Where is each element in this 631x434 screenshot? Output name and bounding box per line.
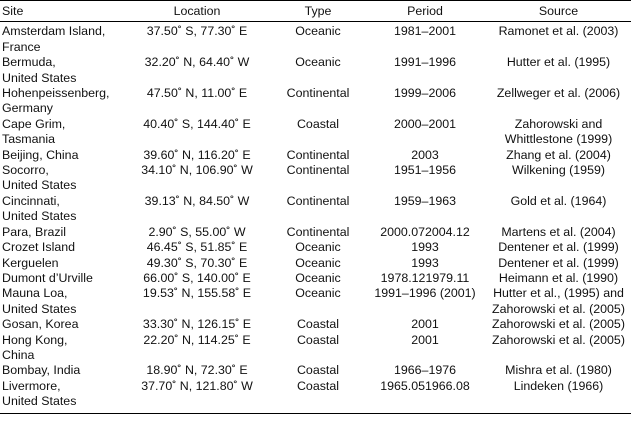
cell-type: Oceanic	[295, 255, 341, 270]
cell-site-line: Dumont d’Urville	[2, 270, 93, 285]
header-row	[0, 1, 631, 22]
table-header	[0, 1, 631, 22]
cell-site-line: Socorro,	[2, 163, 49, 178]
cell-location: 46.45˚ S, 51.85˚ E	[146, 240, 248, 255]
table-row	[0, 379, 631, 413]
cell-site-line: Cape Grim,	[2, 116, 66, 131]
cell-source	[486, 55, 631, 86]
cell-source-line: Lindeken (1966)	[513, 378, 604, 393]
cell-site	[0, 55, 122, 86]
cell-period: 2001	[411, 317, 439, 332]
cell-source-line: Zhang et al. (2004)	[506, 147, 611, 162]
cell-site-line: Bermuda,	[2, 55, 56, 70]
cell-source	[486, 86, 631, 117]
cell-site	[0, 86, 122, 117]
cell-source-line: Ramonet et al. (2003)	[498, 24, 619, 39]
cell-site	[0, 317, 122, 332]
cell-site-line: Hohenpeissenberg,	[2, 86, 110, 101]
cell-type: Oceanic	[295, 286, 341, 301]
cell-site-line: Para, Brazil	[2, 224, 67, 239]
cell-location: 34.10˚ N, 106.90˚ W	[141, 163, 253, 178]
cell-source	[486, 194, 631, 225]
cell-period: 1993	[411, 255, 439, 270]
cell-source-line: Hutter et al., (1995) and	[493, 286, 624, 301]
cell-source-line: Whittlestone (1999)	[504, 132, 613, 147]
cell-site-line: United States	[2, 301, 77, 316]
cell-site-line: Crozet Island	[2, 240, 76, 255]
cell-source	[486, 363, 631, 378]
cell-site	[0, 22, 122, 55]
cell-site-line: United States	[2, 209, 77, 224]
cell-site-line: Beijing, China	[2, 147, 79, 162]
cell-location: 39.13˚ N, 84.50˚ W	[144, 193, 250, 208]
cell-type: Oceanic	[295, 24, 341, 39]
cell-type: Coastal	[296, 116, 339, 131]
cell-location: 66.00˚ S, 140.00˚ E	[143, 270, 251, 285]
cell-source	[486, 240, 631, 255]
cell-source-line: Wilkening (1959)	[512, 163, 605, 178]
cell-source-line: Dentener et al. (1999)	[498, 240, 619, 255]
cell-source	[486, 256, 631, 271]
table-row	[0, 194, 631, 225]
table-row	[0, 256, 631, 271]
header-site: Site	[0, 1, 122, 22]
table-row	[0, 363, 631, 378]
cell-source-line: Mishra et al. (1980)	[505, 363, 612, 378]
cell-period: 1959–1963	[393, 193, 457, 208]
cell-source-line: Zellweger et al. (2006)	[496, 86, 621, 101]
table-row	[0, 163, 631, 194]
cell-location: 49.30˚ S, 70.30˚ E	[146, 255, 248, 270]
cell-site	[0, 286, 122, 317]
cell-source	[486, 286, 631, 317]
cell-period: 1965.051966.08	[364, 379, 486, 413]
table-row	[0, 317, 631, 332]
cell-site	[0, 363, 122, 378]
table-row	[0, 333, 631, 364]
cell-type: Continental	[286, 163, 350, 178]
cell-source-line: Heimann et al. (1990)	[498, 270, 619, 285]
cell-period: 2000.072004.12	[380, 224, 470, 239]
table-row	[0, 148, 631, 163]
cell-site-line: China	[2, 347, 35, 362]
header-location: Location	[122, 1, 272, 22]
cell-source-line: Zahorowski and	[514, 116, 603, 131]
cell-site-line: Hong Kong,	[2, 332, 68, 347]
cell-location: 32.20˚ N, 64.40˚ W	[144, 55, 250, 70]
cell-site-line: United States	[2, 70, 77, 85]
header-period: Period	[364, 1, 486, 22]
cell-type: Coastal	[296, 363, 339, 378]
cell-site-line: Germany	[2, 101, 53, 116]
cell-site-line: Kerguelen	[2, 255, 59, 270]
cell-source	[486, 271, 631, 286]
table-row	[0, 55, 631, 86]
cell-source	[486, 317, 631, 332]
cell-type: Coastal	[296, 332, 339, 347]
cell-source-line: Zahorowski et al. (2005)	[492, 332, 625, 347]
cell-source-line: Hutter et al. (1995)	[506, 55, 611, 70]
cell-site	[0, 225, 122, 240]
cell-source	[486, 163, 631, 194]
cell-site	[0, 163, 122, 194]
cell-type: Continental	[286, 224, 350, 239]
cell-site	[0, 194, 122, 225]
cell-location: 33.30˚ N, 126.15˚ E	[142, 317, 252, 332]
cell-period: 1999–2006	[393, 86, 457, 101]
cell-site-line: United States	[2, 394, 77, 409]
cell-source-line: Martens et al. (2004)	[501, 224, 616, 239]
cell-type: Continental	[286, 147, 350, 162]
header-type: Type	[272, 1, 364, 22]
cell-period: 1978.121979.11	[380, 270, 470, 285]
cell-period: 1991–1996 (2001)	[374, 286, 476, 301]
table-row	[0, 286, 631, 317]
table-row	[0, 117, 631, 148]
cell-source-line: Zahorowski et al. (2005)	[492, 317, 625, 332]
cell-location: 37.50˚ S, 77.30˚ E	[146, 24, 248, 39]
cell-site	[0, 271, 122, 286]
cell-location: 39.60˚ N, 116.20˚ E	[143, 147, 251, 162]
table-row	[0, 271, 631, 286]
table-row	[0, 225, 631, 240]
cell-period: 1966–1976	[393, 363, 457, 378]
cell-site-line: Gosan, Korea	[2, 317, 79, 332]
cell-site	[0, 117, 122, 148]
cell-site-line: France	[2, 39, 41, 54]
cell-type: Oceanic	[295, 240, 341, 255]
cell-source-line: Zahorowski et al. (2005)	[492, 301, 625, 316]
cell-period: 1991–1996	[393, 55, 457, 70]
cell-source	[486, 22, 631, 55]
cell-period: 1951–1956	[393, 163, 457, 178]
cell-site	[0, 240, 122, 255]
cell-location: 47.50˚ N, 11.00˚ E	[146, 86, 248, 101]
cell-type: Coastal	[272, 379, 364, 413]
header-source: Source	[486, 1, 631, 22]
cell-source	[486, 148, 631, 163]
cell-source-line: Gold et al. (1964)	[510, 193, 607, 208]
cell-type: Continental	[286, 86, 350, 101]
cell-type: Oceanic	[295, 55, 341, 70]
table-row	[0, 240, 631, 255]
cell-site	[0, 333, 122, 364]
cell-location: 18.90˚ N, 72.30˚ E	[146, 363, 248, 378]
cell-period: 2000–2001	[393, 116, 457, 131]
cell-site	[0, 148, 122, 163]
cell-location: 40.40˚ S, 144.40˚ E	[143, 116, 251, 131]
cell-period: 1981–2001	[393, 24, 457, 39]
cell-site-line: Cincinnati,	[2, 193, 60, 208]
cell-period: 1993	[411, 240, 439, 255]
cell-site-line: Bombay, India	[2, 363, 81, 378]
cell-type: Coastal	[296, 317, 339, 332]
cell-source	[486, 333, 631, 364]
table-body	[0, 22, 631, 413]
table-row	[0, 22, 631, 55]
cell-site-line: Livermore,	[2, 378, 61, 393]
cell-site-line: Tasmania	[2, 132, 56, 147]
cell-location: 2.90˚ S, 55.00˚ W	[148, 224, 246, 239]
table-row	[0, 86, 631, 117]
cell-type: Continental	[286, 193, 350, 208]
cell-location: 22.20˚ N, 114.25˚ E	[143, 332, 251, 347]
cell-location: 19.53˚ N, 155.58˚ E	[142, 286, 252, 301]
cell-site-line: Mauna Loa,	[2, 286, 68, 301]
cell-site	[0, 379, 122, 413]
cell-site-line: United States	[2, 178, 77, 193]
cell-period: 2001	[411, 332, 439, 347]
cell-period: 2003	[411, 147, 439, 162]
cell-site	[0, 256, 122, 271]
cell-location: 37.70˚ N, 121.80˚ W	[122, 379, 272, 413]
cell-source	[486, 117, 631, 148]
cell-site-line: Amsterdam Island,	[2, 24, 106, 39]
cell-source	[486, 379, 631, 413]
cell-source	[486, 225, 631, 240]
cell-type: Oceanic	[295, 270, 341, 285]
cell-source-line: Dentener et al. (1999)	[498, 255, 619, 270]
